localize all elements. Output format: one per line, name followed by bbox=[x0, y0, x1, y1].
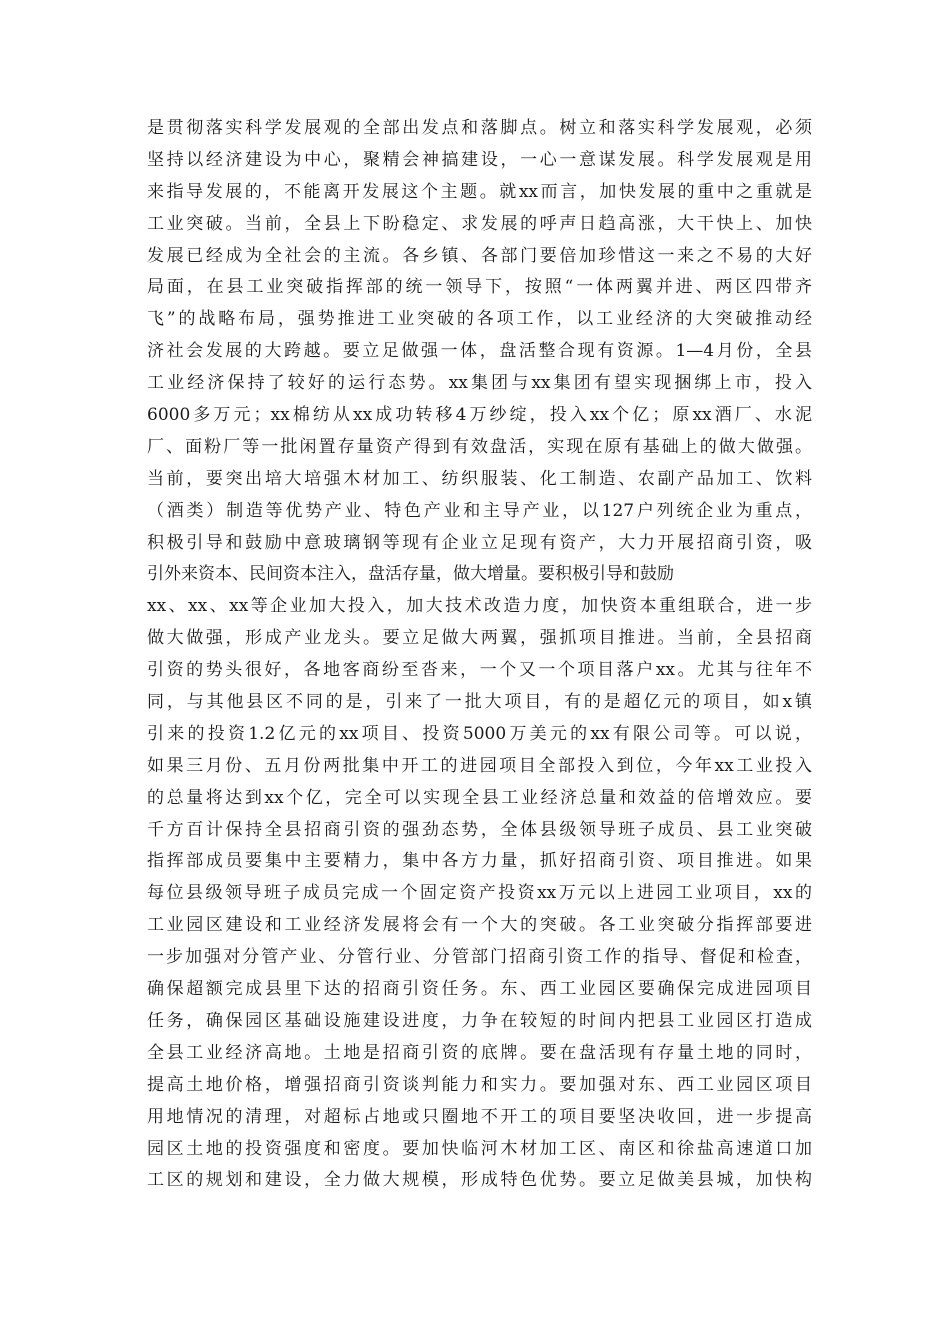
text-line: 飞”的战略布局，强势推进工业突破的各项工作，以工业经济的大突破推动经 bbox=[147, 309, 812, 330]
text-line: 确保超额完成县里下达的招商引资任务。东、西工业园区要确保完成进园项目 bbox=[147, 979, 812, 1000]
text-line: 局面，在县工业突破指挥部的统一领导下，按照“一体两翼并进、两区四带齐 bbox=[147, 277, 812, 298]
text-line: 发展已经成为全社会的主流。各乡镇、各部门要倍加珍惜这一来之不易的大好 bbox=[147, 245, 812, 266]
text-line: 工业园区建设和工业经济发展将会有一个大的突破。各工业突破分指挥部要进 bbox=[147, 915, 812, 936]
text-line: 工业突破。当前，全县上下盼稳定、求发展的呼声日趋高涨，大干快上、加快 bbox=[147, 213, 812, 234]
text-line: 是贯彻落实科学发展观的全部出发点和落脚点。树立和落实科学发展观，必须 bbox=[147, 118, 812, 138]
text-line: 提高土地价格，增强招商引资谈判能力和实力。要加强对东、西工业园区项目 bbox=[147, 1074, 812, 1095]
text-line: 工区的规划和建设，全力做大规模，形成特色优势。要立足做美县城，加快构 bbox=[147, 1170, 812, 1191]
text-line: 做大做强，形成产业龙头。要立足做大两翼，强抓项目推进。当前，全县招商 bbox=[147, 628, 812, 649]
text-line: 任务，确保园区基础设施建设进度，力争在较短的时间内把县工业园区打造成 bbox=[147, 1010, 812, 1031]
text-line: 一步加强对分管产业、分管行业、分管部门招商引资工作的指导、督促和检查， bbox=[147, 947, 812, 968]
text-line: 每位县级领导班子成员完成一个固定资产投资xx万元以上进园工业项目，xx的 bbox=[147, 883, 812, 904]
text-line: 坚持以经济建设为中心，聚精会神搞建设，一心一意谋发展。科学发展观是用 bbox=[147, 149, 812, 170]
text-line: 工业经济保持了较好的运行态势。xx集团与xx集团有望实现捆绑上市，投入 bbox=[147, 373, 812, 394]
body-text bbox=[147, 113, 812, 1197]
text-line: 6000多万元；xx棉纺从xx成功转移4万纱绽，投入xx个亿；原xx酒厂、水泥 bbox=[147, 405, 812, 426]
text-line: 如果三月份、五月份两批集中开工的进园项目全部投入到位，今年xx工业投入 bbox=[147, 755, 812, 776]
text-line: 园区土地的投资强度和密度。要加快临河木材加工区、南区和徐盐高速道口加 bbox=[147, 1138, 812, 1159]
text-line: 全县工业经济高地。土地是招商引资的底牌。要在盘活现有存量土地的同时， bbox=[147, 1042, 812, 1063]
text-line: 用地情况的清理，对超标占地或只圈地不开工的项目要坚决收回，进一步提高 bbox=[147, 1106, 812, 1127]
text-line: 济社会发展的大跨越。要立足做强一体，盘活整合现有资源。1—4月份，全县 bbox=[147, 341, 812, 362]
text-line: 当前，要突出培大培强木材加工、纺织服装、化工制造、农副产品加工、饮料 bbox=[147, 468, 812, 489]
text-line: 引外来资本、民间资本注入，盘活存量，做大增量。要积极引导和鼓励 bbox=[147, 564, 674, 585]
text-line: （酒类）制造等优势产业、特色产业和主导产业，以127户列统企业为重点， bbox=[147, 500, 812, 521]
text-line: 引来的投资1.2亿元的xx项目、投资5000万美元的xx有限公司等。可以说， bbox=[147, 723, 812, 744]
text-line: 千方百计保持全县招商引资的强劲态势，全体县级领导班子成员、县工业突破 bbox=[147, 819, 812, 840]
text-line: 的总量将达到xx个亿，完全可以实现全县工业经济总量和效益的倍增效应。要 bbox=[147, 787, 812, 808]
text-line: 积极引导和鼓励中意玻璃钢等现有企业立足现有资产，大力开展招商引资，吸 bbox=[147, 532, 812, 553]
text-line: 来指导发展的，不能离开发展这个主题。就xx而言，加快发展的重中之重就是 bbox=[147, 181, 812, 202]
text-line: 同，与其他县区不同的是，引来了一批大项目，有的是超亿元的项目，如x镇 bbox=[147, 692, 812, 713]
text-line: xx、xx、xx等企业加大投入，加大技术改造力度，加快资本重组联合，进一步 bbox=[147, 596, 812, 617]
text-line: 厂、面粉厂等一批闲置存量资产得到有效盘活，实现在原有基础上的做大做强。 bbox=[147, 436, 812, 457]
text-line: 引资的势头很好，各地客商纷至沓来，一个又一个项目落户xx。尤其与往年不 bbox=[147, 660, 812, 681]
text-line: 指挥部成员要集中主要精力，集中各方力量，抓好招商引资、项目推进。如果 bbox=[147, 851, 812, 872]
